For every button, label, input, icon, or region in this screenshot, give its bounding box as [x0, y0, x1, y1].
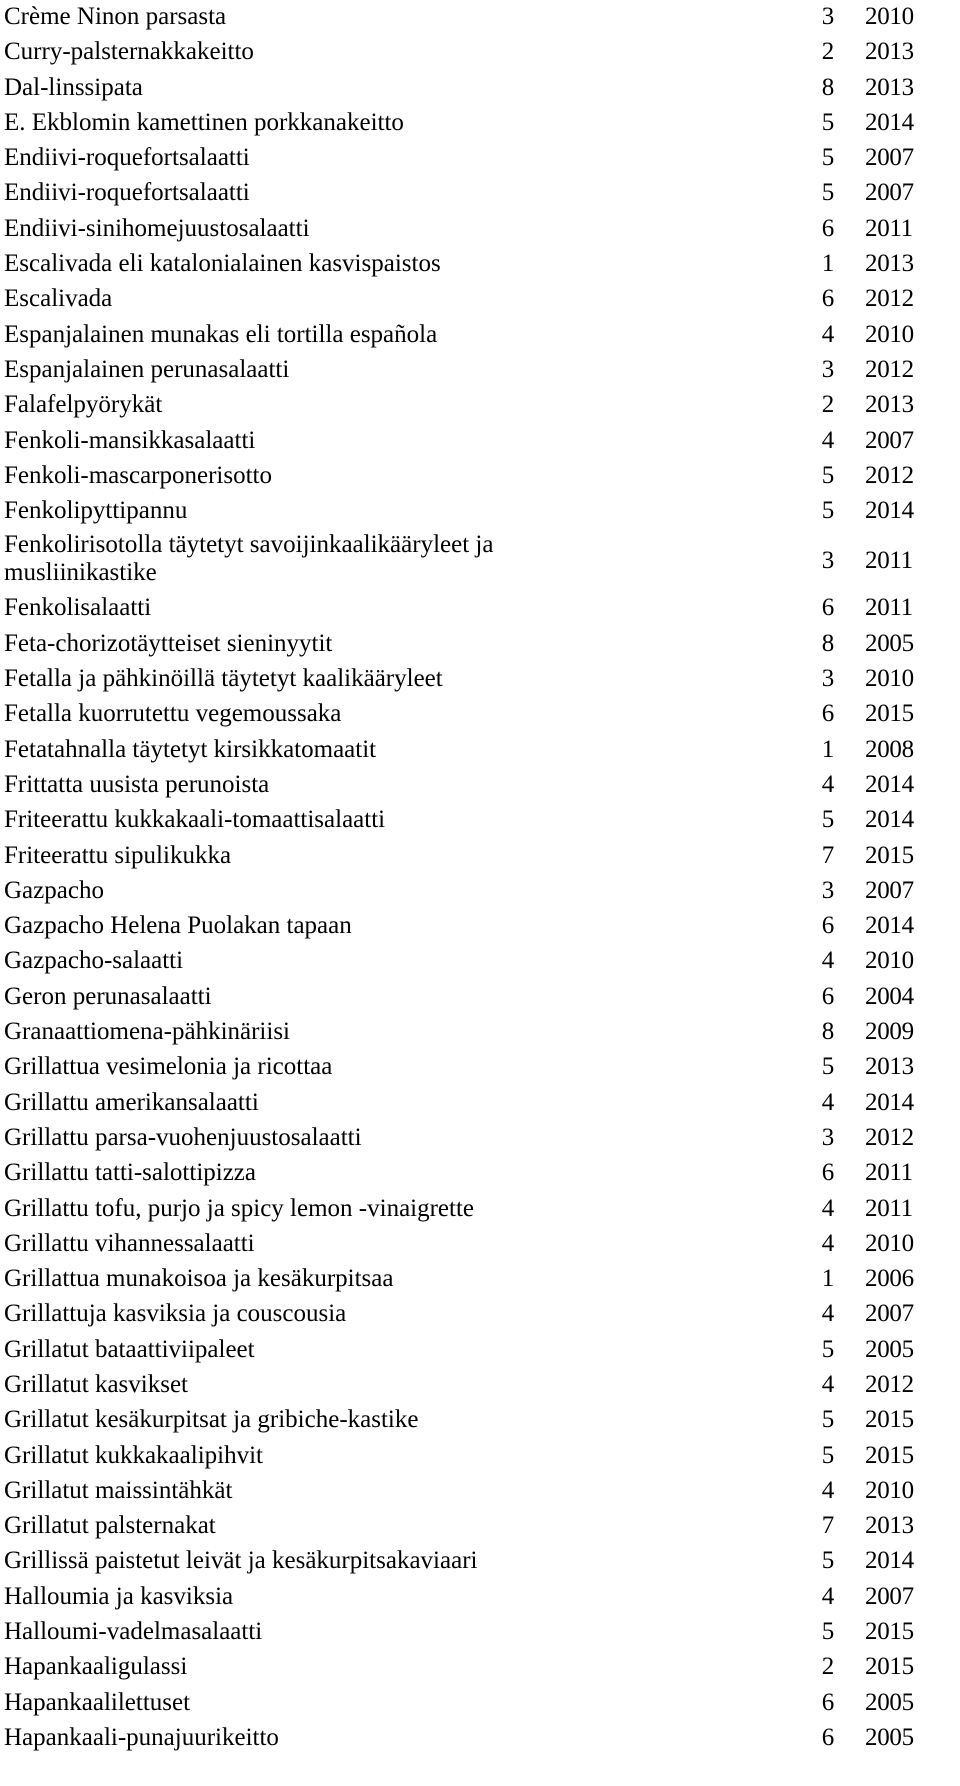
- recipe-count: 5: [821, 1053, 835, 1081]
- recipe-year: 2010: [865, 1476, 914, 1504]
- recipe-row: [4, 1403, 960, 1438]
- recipe-year: 2010: [865, 1229, 914, 1257]
- recipe-row: [4, 1156, 960, 1191]
- recipe-year: 2007: [865, 426, 914, 454]
- recipe-name: Dal-linssipata: [4, 73, 143, 101]
- recipe-count: 5: [821, 179, 835, 207]
- recipe-count: 3: [821, 665, 835, 693]
- recipe-row: [4, 839, 960, 874]
- recipe-year: 2011: [865, 594, 913, 622]
- recipe-row: [4, 803, 960, 838]
- recipe-name: Grillissä paistetut leivät ja kesäkurpitsakaviaari: [4, 1547, 478, 1575]
- recipe-year: 2013: [865, 1512, 914, 1540]
- recipe-count: 1: [821, 735, 835, 763]
- recipe-count: 3: [821, 355, 835, 383]
- recipe-year: 2009: [865, 1018, 914, 1046]
- recipe-count: 4: [821, 1582, 835, 1610]
- recipe-count: 6: [821, 214, 835, 242]
- recipe-count: 8: [821, 73, 835, 101]
- recipe-row: [4, 1544, 960, 1579]
- recipe-name: Grillattua munakoisoa ja kesäkurpitsaa: [4, 1265, 394, 1293]
- recipe-name: Grillatut kukkakaalipihvit: [4, 1441, 263, 1469]
- recipe-count: 3: [821, 3, 835, 30]
- recipe-count: 7: [821, 1512, 835, 1540]
- recipe-name: Curry-palsternakkakeitto: [4, 38, 254, 66]
- recipe-row: [4, 944, 960, 979]
- recipe-row: [4, 1650, 960, 1685]
- recipe-name: Grillatut kesäkurpitsat ja gribiche-kastike: [4, 1406, 419, 1434]
- recipe-name: Espanjalainen perunasalaatti: [4, 355, 290, 383]
- recipe-count: 4: [821, 320, 835, 348]
- recipe-row: [4, 909, 960, 944]
- recipe-count: 3: [821, 547, 835, 575]
- recipe-row: [4, 874, 960, 909]
- recipe-row: [4, 768, 960, 803]
- recipe-count: 6: [821, 982, 835, 1010]
- recipe-year: 2007: [865, 1582, 914, 1610]
- recipe-row: [4, 106, 960, 141]
- recipe-count: 4: [821, 1476, 835, 1504]
- recipe-row: [4, 1474, 960, 1509]
- recipe-name: Grillattu tatti-salottipizza: [4, 1159, 257, 1187]
- recipe-year: 2013: [865, 391, 914, 419]
- recipe-row: [4, 591, 960, 626]
- recipe-name: Geron perunasalaatti: [4, 982, 212, 1010]
- recipe-count: 2: [821, 38, 835, 66]
- recipe-name: Grillatut palsternakat: [4, 1512, 216, 1540]
- recipe-name: Fetalla ja pähkinöillä täytetyt kaalikääryleet: [4, 665, 443, 693]
- recipe-count: 4: [821, 1229, 835, 1257]
- recipe-name: Endiivi-roquefortsalaatti: [4, 179, 250, 207]
- recipe-row: [4, 662, 960, 697]
- recipe-year: 2014: [865, 1547, 914, 1575]
- recipe-year: 2005: [865, 1335, 914, 1363]
- recipe-count: 7: [821, 841, 835, 869]
- recipe-year: 2014: [865, 770, 914, 798]
- recipe-year: 2015: [865, 700, 914, 728]
- recipe-row: [4, 627, 960, 662]
- recipe-name: Fetatahnalla täytetyt kirsikkatomaatit: [4, 735, 377, 763]
- recipe-name: Grillattu tofu, purjo ja spicy lemon -vinaigrette: [4, 1194, 475, 1222]
- recipe-name: Frittatta uusista perunoista: [4, 770, 270, 798]
- recipe-name: Espanjalainen munakas eli tortilla española: [4, 320, 438, 348]
- recipe-count: 4: [821, 1194, 835, 1222]
- recipe-name: Crème Ninon parsasta: [4, 3, 227, 30]
- recipe-name: Fenkolisalaatti: [4, 594, 152, 622]
- recipe-year: 2006: [865, 1265, 914, 1293]
- recipe-count: 3: [821, 1123, 835, 1151]
- recipe-count: 6: [821, 1688, 835, 1716]
- recipe-name: Fenkoli-mansikkasalaatti: [4, 426, 256, 454]
- recipe-year: 2011: [865, 214, 913, 242]
- recipe-count: 5: [821, 1547, 835, 1575]
- recipe-name: Fenkolipyttipannu: [4, 497, 188, 525]
- recipe-count: 4: [821, 1300, 835, 1328]
- recipe-row: [4, 1615, 960, 1650]
- recipe-count: 5: [821, 497, 835, 525]
- recipe-row: [4, 1192, 960, 1227]
- recipe-year: 2012: [865, 1370, 914, 1398]
- recipe-year: 2011: [865, 547, 913, 575]
- recipe-year: 2010: [865, 665, 914, 693]
- recipe-year: 2014: [865, 497, 914, 525]
- recipe-count: 4: [821, 947, 835, 975]
- recipe-name: Fetalla kuorrutettu vegemoussaka: [4, 700, 342, 728]
- recipe-count: 3: [821, 876, 835, 904]
- recipe-year: 2015: [865, 841, 914, 869]
- recipe-name: Friteerattu sipulikukka: [4, 841, 232, 869]
- recipe-name: Grillatut kasvikset: [4, 1370, 188, 1398]
- recipe-row: [4, 459, 960, 494]
- recipe-count: 5: [821, 1618, 835, 1646]
- recipe-name: Gazpacho-salaatti: [4, 947, 184, 975]
- recipe-name: E. Ekblomin kamettinen porkkanakeitto: [4, 108, 404, 136]
- recipe-year: 2014: [865, 806, 914, 834]
- recipe-year: 2015: [865, 1406, 914, 1434]
- recipe-count: 5: [821, 461, 835, 489]
- recipe-year: 2015: [865, 1653, 914, 1681]
- recipe-name: Hapankaaligulassi: [4, 1653, 188, 1681]
- recipe-year: 2014: [865, 1088, 914, 1116]
- recipe-year: 2010: [865, 3, 914, 30]
- recipe-count: 8: [821, 629, 835, 657]
- recipe-year: 2012: [865, 285, 914, 313]
- recipe-count: 5: [821, 1406, 835, 1434]
- recipe-row: [4, 247, 960, 282]
- recipe-name: Grillattuja kasviksia ja couscousia: [4, 1300, 347, 1328]
- recipe-count: 4: [821, 1370, 835, 1398]
- recipe-year: 2010: [865, 320, 914, 348]
- recipe-year: 2013: [865, 250, 914, 278]
- recipe-year: 2007: [865, 1300, 914, 1328]
- recipe-year: 2008: [865, 735, 914, 763]
- recipe-count: 2: [821, 1653, 835, 1681]
- recipe-name: Falafelpyörykät: [4, 391, 163, 419]
- recipe-year: 2013: [865, 1053, 914, 1081]
- recipe-name: Fenkolirisotolla täytetyt savoijinkaalikääryleet ja musliinikastike: [4, 531, 494, 587]
- recipe-row: [4, 494, 960, 529]
- recipe-row: [4, 35, 960, 70]
- recipe-name: Endiivi-roquefortsalaatti: [4, 144, 250, 172]
- recipe-row: [4, 697, 960, 732]
- recipe-name: Halloumia ja kasviksia: [4, 1582, 234, 1610]
- recipe-name: Grillatut maissintähkät: [4, 1476, 233, 1504]
- recipe-year: 2011: [865, 1159, 913, 1187]
- recipe-year: 2012: [865, 1123, 914, 1151]
- recipe-name: Gazpacho Helena Puolakan tapaan: [4, 912, 352, 940]
- recipe-year: 2015: [865, 1618, 914, 1646]
- recipe-name: Feta-chorizotäytteiset sieninyytit: [4, 629, 333, 657]
- recipe-count: 1: [821, 1265, 835, 1293]
- recipe-row: [4, 1086, 960, 1121]
- recipe-count: 6: [821, 285, 835, 313]
- recipe-year: 2011: [865, 1194, 913, 1222]
- recipe-year: 2012: [865, 355, 914, 383]
- recipe-name: Grillatut bataattiviipaleet: [4, 1335, 255, 1363]
- recipe-list: [4, 0, 960, 1756]
- recipe-row: [4, 1227, 960, 1262]
- recipe-row: [4, 282, 960, 317]
- recipe-row: [4, 1580, 960, 1615]
- recipe-name: Endiivi-sinihomejuustosalaatti: [4, 214, 310, 242]
- recipe-year: 2005: [865, 1723, 914, 1751]
- recipe-year: 2012: [865, 461, 914, 489]
- recipe-year: 2014: [865, 912, 914, 940]
- recipe-row: [4, 353, 960, 388]
- recipe-row: [4, 529, 960, 591]
- recipe-row: [4, 1121, 960, 1156]
- recipe-year: 2007: [865, 179, 914, 207]
- recipe-year: 2013: [865, 38, 914, 66]
- recipe-row: [4, 1439, 960, 1474]
- recipe-count: 5: [821, 1335, 835, 1363]
- recipe-row: [4, 1333, 960, 1368]
- recipe-count: 6: [821, 1723, 835, 1751]
- recipe-year: 2004: [865, 982, 914, 1010]
- recipe-row: [4, 141, 960, 176]
- recipe-count: 4: [821, 770, 835, 798]
- recipe-row: [4, 1262, 960, 1297]
- recipe-count: 8: [821, 1018, 835, 1046]
- recipe-row: [4, 1686, 960, 1721]
- recipe-year: 2015: [865, 1441, 914, 1469]
- recipe-year: 2005: [865, 629, 914, 657]
- recipe-year: 2010: [865, 947, 914, 975]
- recipe-count: 4: [821, 1088, 835, 1116]
- recipe-name: Grillattu parsa-vuohenjuustosalaatti: [4, 1123, 362, 1151]
- recipe-name: Escalivada: [4, 285, 113, 313]
- recipe-count: 4: [821, 426, 835, 454]
- recipe-row: [4, 388, 960, 423]
- recipe-count: 6: [821, 594, 835, 622]
- recipe-row: [4, 318, 960, 353]
- recipe-row: [4, 0, 960, 35]
- recipe-count: 5: [821, 1441, 835, 1469]
- recipe-count: 6: [821, 912, 835, 940]
- recipe-year: 2005: [865, 1688, 914, 1716]
- recipe-row: [4, 1297, 960, 1332]
- recipe-count: 1: [821, 250, 835, 278]
- recipe-name: Grillattua vesimelonia ja ricottaa: [4, 1053, 333, 1081]
- recipe-row: [4, 212, 960, 247]
- recipe-name: Granaattiomena-pähkinäriisi: [4, 1018, 290, 1046]
- recipe-count: 2: [821, 391, 835, 419]
- recipe-row: [4, 1509, 960, 1544]
- recipe-row: [4, 1368, 960, 1403]
- recipe-row: [4, 1050, 960, 1085]
- recipe-count: 6: [821, 700, 835, 728]
- recipe-name: Hapankaalilettuset: [4, 1688, 191, 1716]
- recipe-count: 6: [821, 1159, 835, 1187]
- recipe-name: Grillattu vihannessalaatti: [4, 1229, 255, 1257]
- recipe-year: 2007: [865, 144, 914, 172]
- recipe-year: 2013: [865, 73, 914, 101]
- recipe-name: Escalivada eli katalonialainen kasvispaistos: [4, 250, 441, 278]
- recipe-name: Grillattu amerikansalaatti: [4, 1088, 259, 1116]
- recipe-name: Hapankaali-punajuurikeitto: [4, 1723, 279, 1751]
- recipe-row: [4, 176, 960, 211]
- recipe-row: [4, 980, 960, 1015]
- recipe-year: 2007: [865, 876, 914, 904]
- recipe-name: Fenkoli-mascarponerisotto: [4, 461, 272, 489]
- recipe-year: 2014: [865, 108, 914, 136]
- recipe-row: [4, 1015, 960, 1050]
- recipe-name: Halloumi-vadelmasalaatti: [4, 1618, 263, 1646]
- recipe-count: 5: [821, 144, 835, 172]
- recipe-count: 5: [821, 806, 835, 834]
- recipe-row: [4, 1721, 960, 1756]
- recipe-count: 5: [821, 108, 835, 136]
- recipe-name: Friteerattu kukkakaali-tomaattisalaatti: [4, 806, 386, 834]
- recipe-row: [4, 733, 960, 768]
- recipe-row: [4, 424, 960, 459]
- recipe-name: Gazpacho: [4, 876, 104, 904]
- recipe-row: [4, 71, 960, 106]
